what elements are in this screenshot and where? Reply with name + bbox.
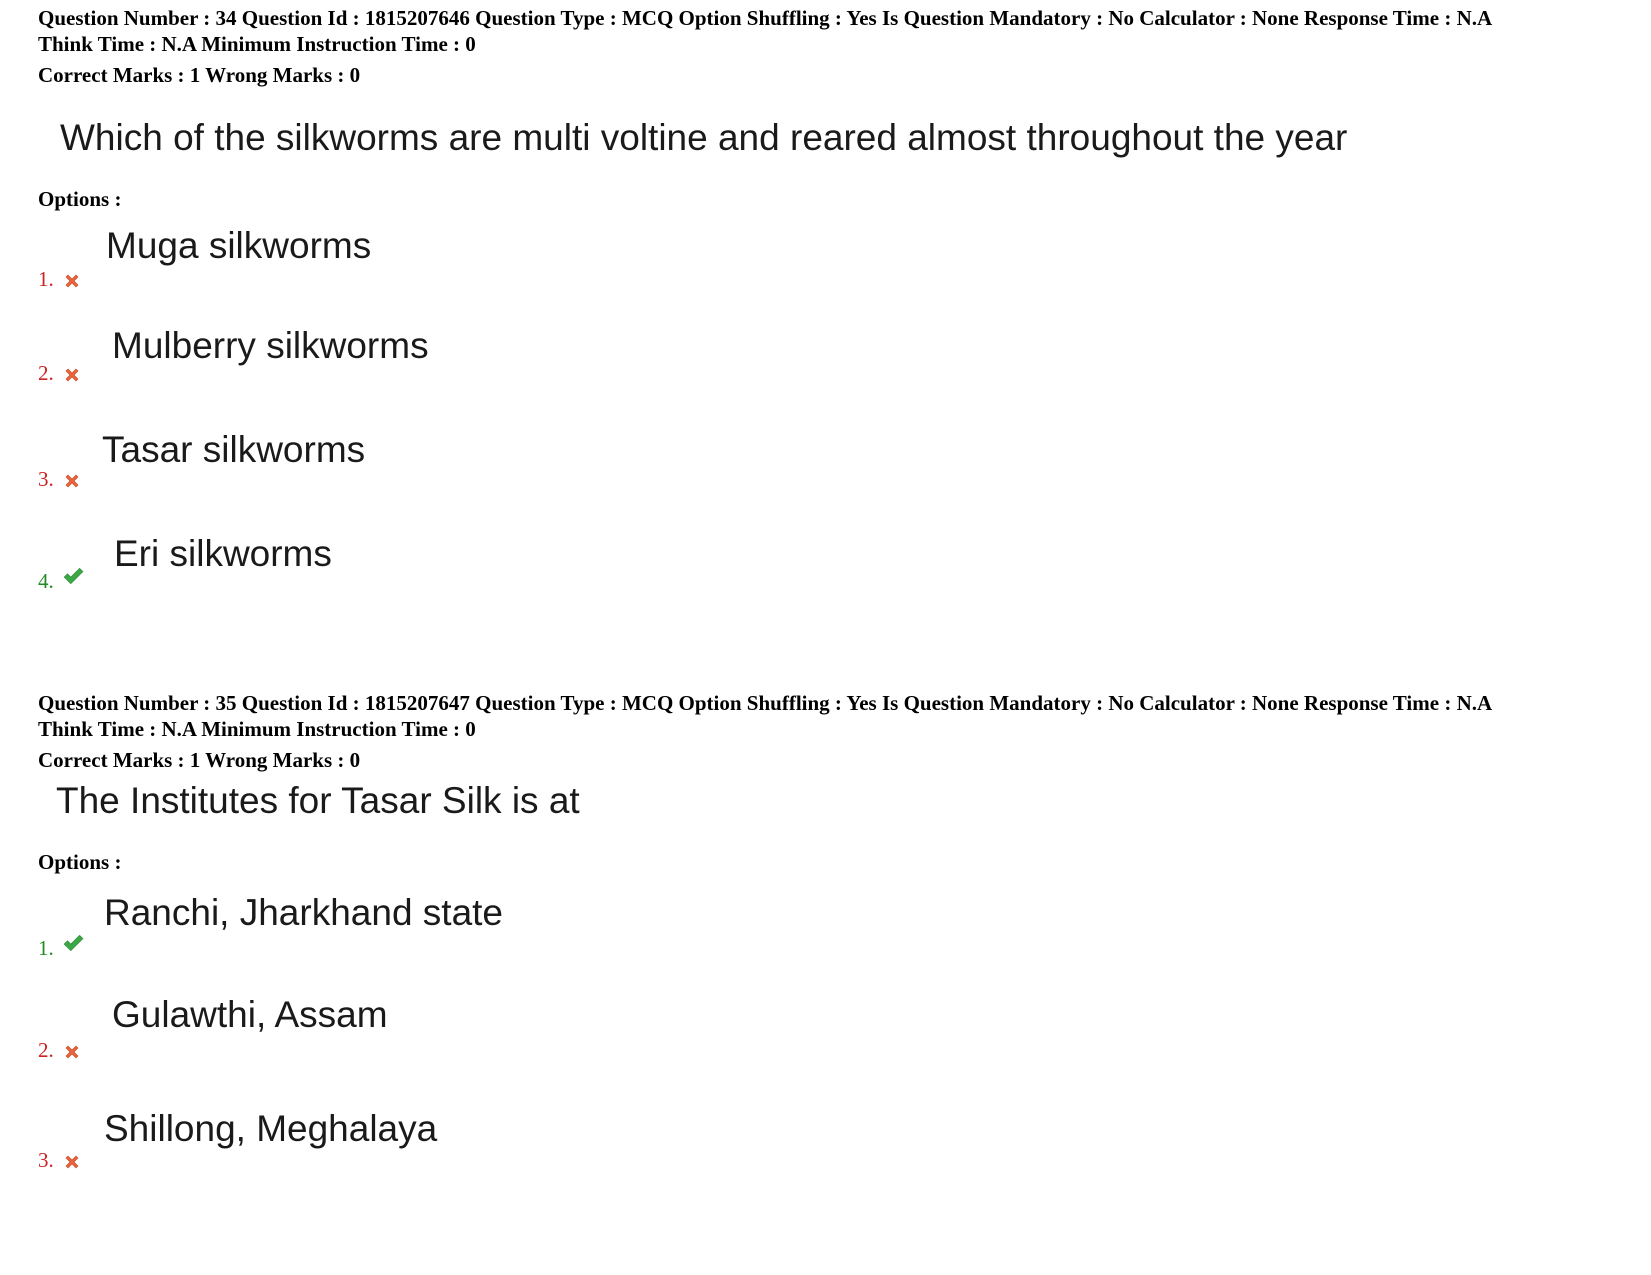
option-text: Ranchi, Jharkhand state: [104, 892, 504, 933]
option-number: 3.: [38, 467, 54, 491]
question-meta-line: Question Number : 35 Question Id : 1815207647 Question Type : MCQ Option Shuffling : Yes Is Question Mandatory : No Calculator : None Response Time : N.A: [38, 691, 1493, 715]
cross-icon: [62, 471, 82, 491]
options-label: Options :: [38, 850, 122, 874]
option-text: Eri silkworms: [114, 533, 332, 574]
cross-icon: [62, 1042, 82, 1062]
cross-icon: [62, 1152, 82, 1172]
option-number: 1.: [38, 936, 54, 960]
question-meta-line-2: Think Time : N.A Minimum Instruction Time : 0: [38, 32, 476, 56]
question-35: [38, 690, 1638, 1210]
question-meta-line-2: Think Time : N.A Minimum Instruction Time : 0: [38, 717, 476, 741]
question-marks: Correct Marks : 1 Wrong Marks : 0: [38, 63, 361, 87]
option-text: Gulawthi, Assam: [112, 994, 388, 1035]
question-text: The Institutes for Tasar Silk is at: [56, 780, 580, 821]
cross-icon: [62, 271, 82, 291]
question-marks: Correct Marks : 1 Wrong Marks : 0: [38, 748, 361, 772]
option-text: Muga silkworms: [106, 225, 372, 266]
option-number: 2.: [38, 361, 54, 385]
option-2: [38, 994, 938, 1074]
option-2: [38, 325, 938, 413]
option-1: [38, 892, 938, 972]
option-3: [38, 1108, 938, 1188]
option-text: Mulberry silkworms: [112, 325, 429, 366]
option-number: 2.: [38, 1038, 54, 1062]
question-34: [38, 5, 1638, 605]
check-icon: [62, 932, 84, 954]
option-number: 4.: [38, 569, 54, 593]
option-text: Tasar silkworms: [102, 429, 366, 470]
cross-icon: [62, 365, 82, 385]
option-number: 3.: [38, 1148, 54, 1172]
option-number: 1.: [38, 267, 54, 291]
option-3: [38, 429, 938, 517]
question-meta-line: Question Number : 34 Question Id : 1815207646 Question Type : MCQ Option Shuffling : Yes Is Question Mandatory : No Calculator : None Response Time : N.A: [38, 6, 1493, 30]
option-1: [38, 225, 938, 305]
options-label: Options :: [38, 187, 122, 211]
option-4: [38, 533, 938, 621]
question-text: Which of the silkworms are multi voltine and reared almost throughout the year: [60, 117, 1348, 158]
check-icon: [62, 565, 84, 587]
option-text: Shillong, Meghalaya: [104, 1108, 438, 1149]
